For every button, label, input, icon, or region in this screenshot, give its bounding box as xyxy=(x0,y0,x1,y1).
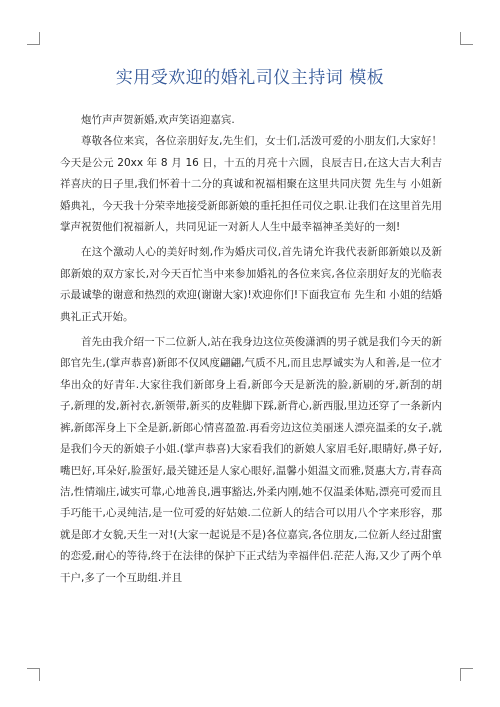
paragraph: 首先由我介绍一下二位新人,站在我身边这位英俊潇洒的男子就是我们今天的新郎官先生,(掌声恭喜)新郎不仅风度翩翩,气质不凡,而且忠厚诚实为人和善,是一位才华出众的好青年.大家往我们新郎身上看,新郎今天是新洗的脸,新刷的牙,新刮的胡子,新理的发,新衬衣,新领带,新买的皮鞋脚下踩,新背心,新西服,里边还穿了一条新内裤,新郎浑身上下全是新,新郎心情喜盈盈.再看旁边这位美丽迷人漂亮温柔的女子,就是我们今天的新娘子小姐.(掌声恭喜)大家看我们的新娘人家眉毛好,眼睛好,鼻子好,嘴巴好,耳朵好,脸蛋好,最关键还是人家心眼好,温馨小姐温文而雅,贤惠大方,青春高洁,性情端庄,诚实可靠,心地善良,遇事豁达,外柔内刚,她不仅温柔体贴,漂亮可爱而且手巧能干,心灵纯洁,是一位可爱的好姑娘.二位新人的结合可以用八个字来形容，那就是郎才女貌,天生一对!(大家一起说是不是)各位嘉宾,各位朋友,二位新人经过甜蜜的恋爱,耐心的等待,终于在法律的保护下正式结为幸福伴侣.茫茫人海,又少了两个单干户,多了一个互助组.并且 xyxy=(60,336,442,584)
paragraph: 在这个激动人心的美好时刻,作为婚庆司仪,首先请允许我代表新郎新娘以及新郎新娘的双方家长,对今天百忙当中来参加婚礼的各位来宾,各位亲朋好友的光临表示最诚挚的谢意和热烈的欢迎(谢谢大家)!欢迎你们!下面我宣布 先生和 小姐的结婚典礼正式开始。 xyxy=(60,246,442,323)
document-title: 实用受欢迎的婚礼司仪主持词 模板 xyxy=(115,68,385,88)
paragraph: 尊敬各位来宾，各位亲朋好友,先生们，女士们,活泼可爱的小朋友们,大家好！今天是公元 20xx 年 8 月 16 日，十五的月亮十六圆，良辰吉日,在这大吉大利吉祥喜庆的日子里,我们怀着十二分的真诚和祝福相聚在这里共同庆贺 先生与 小姐新婚典礼，今天我十分荣幸地接受新郎新娘的重托担任司仪之职.让我们在这里首先用掌声祝贺他们祝福新人，共同见证一对新人人生中最幸福神圣美好的一刻! xyxy=(60,135,442,234)
document-body xyxy=(60,110,442,589)
crop-mark-bottom-left xyxy=(27,668,40,681)
paragraph: 炮竹声声贺新婚,欢声笑语迎嘉宾. xyxy=(81,114,235,126)
crop-mark-top-left xyxy=(27,32,40,45)
crop-mark-bottom-right xyxy=(460,668,473,681)
crop-mark-top-right xyxy=(460,32,473,45)
